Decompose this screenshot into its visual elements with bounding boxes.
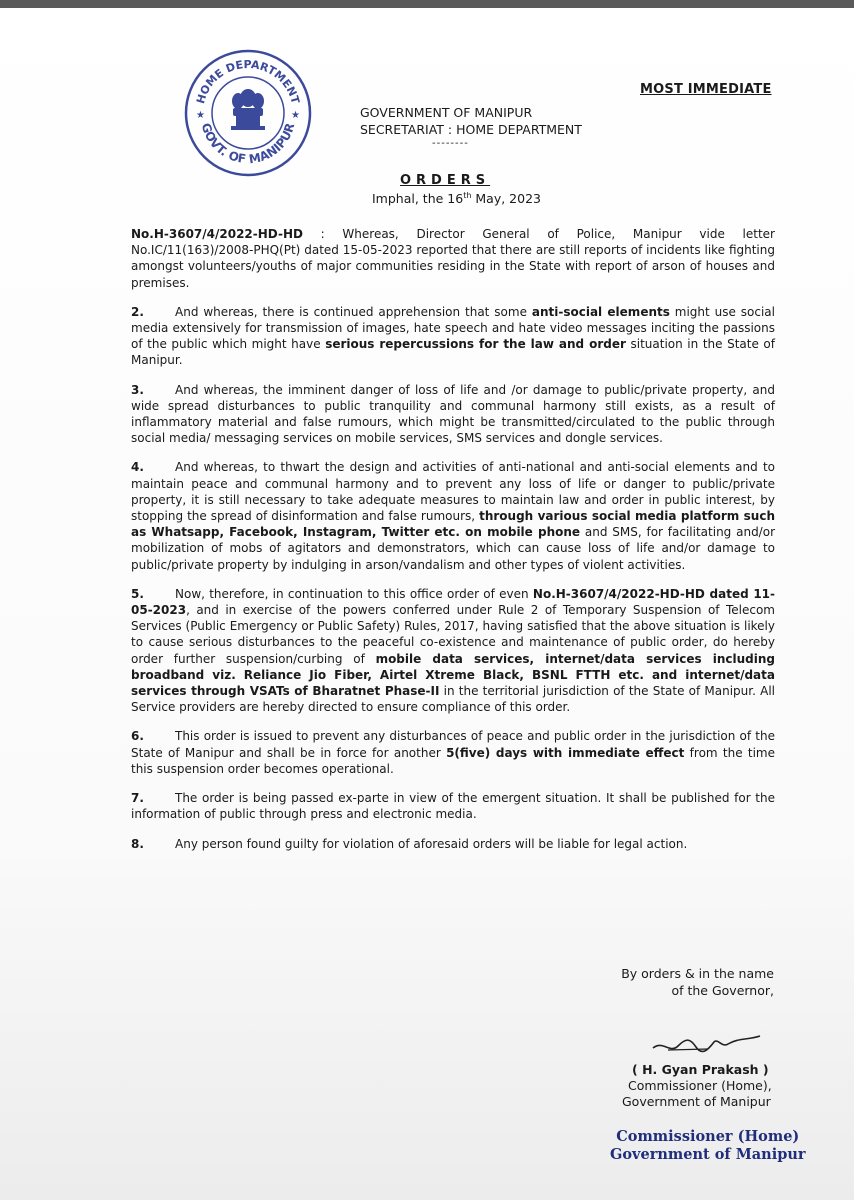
most-immediate-label: MOST IMMEDIATE — [640, 82, 772, 97]
paragraph-5: 5. Now, therefore, in continuation to this office order of even No.H-3607/4/2022-HD-HD dated 11-05-2023, and in exercise of the powers conferred under Rule 2 of Temporary Suspension of Telecom Services (Public Emergency or Public Safety) Rules, 2017, having satisfied that the above situation is likely to cause serious disturbances to the peaceful co-existence and maintenance of public order, do hereby order further suspension/curbing of mobile data services, internet/data services including broadband viz. Reliance Jio Fiber, Airtel Xtreme Black, BSNL FTTH etc. and internet/data services through VSATs of Bharatnet Phase-II in the territorial jurisdiction of the State of Manipur. All Service providers are hereby directed to ensure compliance of this order. — [131, 586, 775, 715]
official-stamp: Commissioner (Home) Government of Manipur — [610, 1128, 806, 1163]
paragraph-1: No.H-3607/4/2022-HD-HD : Whereas, Director General of Police, Manipur vide letter No.IC/11(163)/2008-PHQ(Pt) dated 15-05-2023 reported that there are still reports of incidents like fighting amongst volunteers/youths of major communities residing in the State with report of arson of houses and premises. — [131, 227, 775, 290]
signatory-designation: Commissioner (Home), — [628, 1078, 772, 1093]
paragraph-7: 7. The order is being passed ex-parte in view of the emergent situation. It shall be published for the information of public through press and electronic media. — [131, 791, 775, 822]
paragraph-8: 8. Any person found guilty for violation of aforesaid orders will be liable for legal action. — [131, 836, 688, 851]
signatory-name: ( H. Gyan Prakash ) — [632, 1062, 769, 1077]
signatory — [622, 1062, 772, 1110]
secretariat-name: SECRETARIAT : HOME DEPARTMENT — [360, 122, 582, 137]
paragraph-number: 7. — [131, 791, 144, 806]
svg-text:★: ★ — [196, 110, 205, 121]
paragraph-number: 8. — [131, 836, 144, 851]
government-heading — [360, 104, 582, 138]
orders-title: ORDERS — [400, 173, 491, 188]
order-date: Imphal, the 16th May, 2023 — [372, 191, 541, 207]
divider: -------- — [432, 138, 469, 149]
top-bar — [0, 0, 854, 8]
paragraph-4: 4. And whereas, to thwart the design and activities of anti-national and anti-social elements and to maintain peace and communal harmony and to prevent any loss of life or danger to public/private property, it is still necessary to take adequate measures to maintain law and order in public interest, by stopping the spread of disinformation and false rumours, through various social media platform such as Whatsapp, Facebook, Instagram, Twitter etc. on mobile phone and SMS, for facilitating and/or mobilization of mobs of agitators and demonstrators, which can cause loss of life and/or damage to public/private property by indulging in arson/vandalism and other types of violent activities. — [131, 460, 775, 572]
paragraph-number: 2. — [131, 304, 144, 319]
signatory-office: Government of Manipur — [622, 1094, 771, 1109]
authority-line: By orders & in the name of the Governor, — [621, 966, 774, 998]
handwritten-signature — [648, 1020, 768, 1060]
government-name: GOVERNMENT OF MANIPUR — [360, 105, 533, 120]
seal-bottom-text: GOVT. OF MANIPUR — [198, 121, 298, 167]
paragraph-number: 5. — [131, 586, 144, 601]
paragraph-number: 4. — [131, 460, 144, 475]
paragraph-3: 3. And whereas, the imminent danger of loss of life and /or damage to public/private property, and wide spread disturbances to public tranquility and communal harmony still exists, as a result of inflammatory material and false rumours, which might be transmitted/circulated to the public through social media/ messaging services on mobile services, SMS services and dongle services. — [131, 382, 775, 446]
order-reference: No.H-3607/4/2022-HD-HD — [131, 227, 303, 241]
home-department-seal — [183, 48, 313, 178]
seal-top-text: HOME DEPARTMENT — [194, 57, 302, 106]
paragraph-number: 6. — [131, 729, 144, 744]
svg-text:★: ★ — [291, 110, 300, 121]
paragraph-number: 3. — [131, 382, 144, 397]
paragraph-6: 6. This order is issued to prevent any disturbances of peace and public order in the jurisdiction of the State of Manipur and shall be in force for another 5(five) days with immediate effect from the time this suspension order becomes operational. — [131, 729, 775, 776]
order-body — [131, 226, 775, 865]
paragraph-2: 2. And whereas, there is continued apprehension that some anti-social elements might use social media extensively for transmission of images, hate speech and hate video messages inciting the passions of the public which might have serious repercussions for the law and order situation in the State of Manipur. — [131, 304, 775, 368]
